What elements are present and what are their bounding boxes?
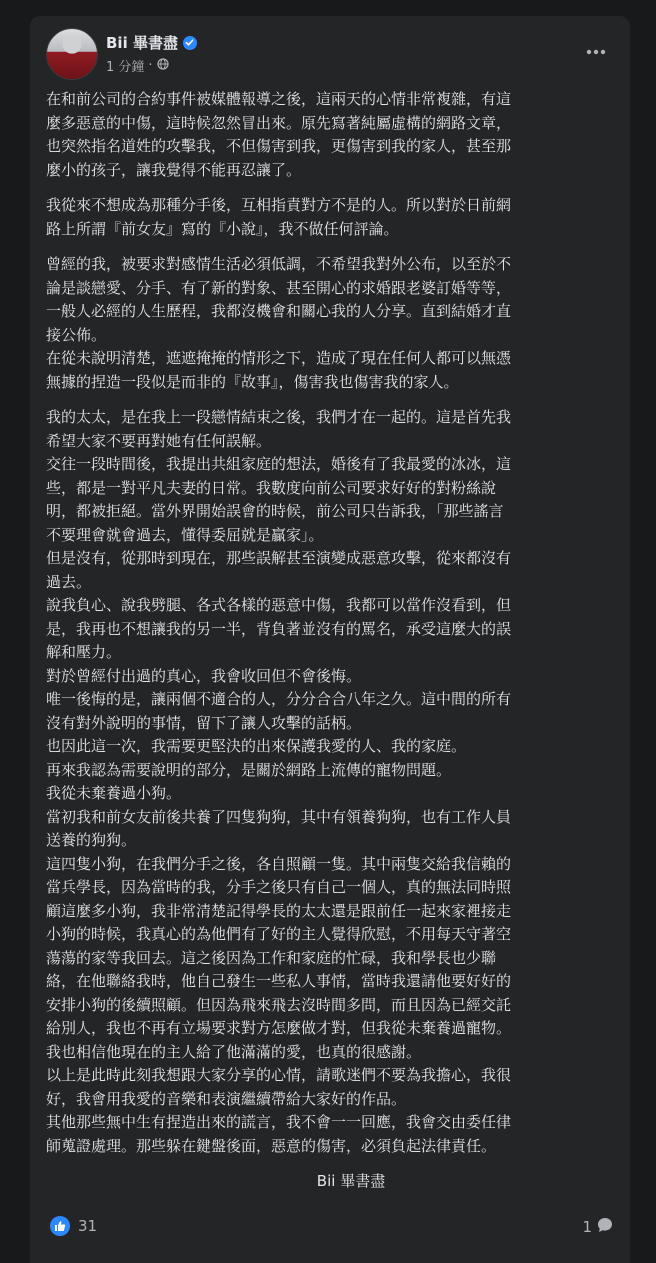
post-text-line: 過去。 (46, 572, 92, 591)
post-text-line: 無據的捏造一段似是而非的『故事』，傷害我也傷害我的家人。 (46, 372, 459, 391)
post-paragraph (46, 253, 616, 394)
post-text-line: 以上是此時此刻我想跟大家分享的心情，請歌迷們不要為我擔心，我很 (46, 1066, 512, 1084)
post-text-line: 路上所謂『前女友』寫的『小說』，我不做任何評論。 (46, 219, 399, 238)
post-text-line: 我從來不想成為那種分手後，互相指責對方不是的人。所以對於日前網 (46, 196, 512, 214)
post-text-line: 我從未棄養過小狗。 (46, 784, 182, 802)
author-name[interactable]: Bii 畢書盡 (106, 34, 178, 52)
post-text-line: 蕩蕩的家等我回去。這之後因為工作和家庭的忙碌，我和學長也少聯 (46, 948, 497, 967)
globe-icon[interactable] (157, 58, 169, 74)
post-text-line: 其他那些無中生有捏造出來的謊言，我不會一一回應，我會交由委任律 (46, 1113, 512, 1131)
post-text-line: 在和前公司的合約事件被媒體報導之後，這兩天的心情非常複雜，有這 (46, 90, 512, 108)
post-text-line: 再來我認為需要說明的部分，是關於網路上流傳的寵物問題。 (46, 760, 452, 779)
post-text-line: 麼多惡意的中傷，這時候忽然冒出來。原先寫著純屬虛構的網路文章， (46, 113, 512, 132)
comment-count-link[interactable] (582, 1216, 614, 1238)
post-text-line: 論是談戀愛、分手、有了新的對象、甚至開心的求婚跟老婆訂婚等等， (46, 278, 512, 297)
post-text-line: 交往一段時間後，我提出共組家庭的想法，婚後有了我最愛的冰冰，這 (46, 455, 512, 473)
post-text-line: 也突然指名道姓的攻擊我，不但傷害到我，更傷害到我的家人，甚至那 (46, 137, 512, 155)
post-text-line: 當兵學長，因為當時的我，分手之後只有自己一個人，真的無法同時照 (46, 878, 512, 896)
post-text-line: 我也相信他現在的主人給了他滿滿的愛，也真的很感謝。 (46, 1042, 422, 1061)
post-text-line: 在從未說明清楚，遮遮掩掩的情形之下，造成了現在任何人都可以無憑 (46, 349, 512, 367)
post-text-line: 明，都被拒絕。當外界開始誤會的時候，前公司只告訴我，「那些謠言 (46, 502, 504, 520)
post-text-line: 小狗的時候，我真心的為他們有了好的主人覺得欣慰，不用每天守著空 (46, 925, 512, 943)
post-card (30, 16, 630, 1263)
post-text-line: 這四隻小狗，在我們分手之後，各自照顧一隻。其中兩隻交給我信賴的 (46, 854, 512, 873)
post-timestamp[interactable]: 1 分鐘 (106, 60, 145, 75)
post-text-line: 是，我再也不想讓我的另一半，背負著並沒有的罵名，承受這麼大的誤 (46, 619, 512, 638)
more-options-button[interactable] (578, 34, 614, 70)
post-text-line: 送養的狗狗。 (46, 831, 137, 849)
reactions-bar (46, 1206, 614, 1246)
post-text-line: 對於曾經付出過的真心，我會收回但不會後悔。 (46, 666, 362, 685)
post-text-line: 絡，在他聯絡我時，他自己發生一些私人事情，當時我還請他要好好的 (46, 972, 512, 990)
post-paragraph (46, 406, 616, 1158)
post-text-line: 安排小狗的後續照顧。但因為飛來飛去沒時間多問，而且因為已經交託 (46, 995, 512, 1014)
post-meta (106, 56, 169, 75)
post-text-line: 說我負心、說我劈腿、各式各樣的惡意中傷，我都可以當作沒看到，但 (46, 596, 512, 614)
post-body (46, 88, 616, 1194)
post-text-line: 接公佈。 (46, 325, 107, 344)
verified-badge-icon (183, 36, 197, 50)
more-options-icon (586, 49, 606, 55)
post-text-line: 好，我會用我愛的音樂和表演繼續帶給大家好的作品。 (46, 1089, 407, 1108)
post-signature: Bii 畢書盡 (316, 1172, 386, 1190)
meta-separator: · (148, 58, 153, 73)
post-text-line: 不要理會就會過去，懂得委屈就是贏家」。 (46, 525, 324, 544)
comment-bubble-icon (596, 1216, 614, 1238)
post-header (46, 28, 614, 80)
author-name-row (106, 32, 197, 53)
post-paragraph (46, 194, 616, 241)
post-text-line: 沒有對外說明的事情，留下了讓人攻擊的話柄。 (46, 713, 362, 732)
post-text-line: 希望大家不要再對她有任何誤解。 (46, 431, 272, 450)
post-text-line: 給別人，我也不再有立場要求對方怎麼做才對，但我從未棄養過寵物。 (46, 1019, 512, 1037)
post-text-line: 師蒐證處理。那些躲在鍵盤後面，惡意的傷害，必須負起法律責任。 (46, 1136, 497, 1155)
post-text-line: 顧這麼多小狗，我非常清楚記得學長的太太還是跟前任一起來家裡接走 (46, 901, 512, 920)
post-text-line: 也因此這一次，我需要更堅決的出來保護我愛的人、我的家庭。 (46, 737, 467, 755)
like-thumb-icon[interactable] (50, 1216, 70, 1236)
author-avatar[interactable] (46, 28, 98, 80)
post-text-line: 解和壓力。 (46, 643, 122, 661)
post-text-line: 唯一後悔的是，讓兩個不適合的人，分分合合八年之久。這中間的所有 (46, 690, 512, 708)
like-count[interactable]: 31 (78, 1217, 98, 1235)
post-text-line: 一般人必經的人生歷程，我都沒機會和關心我的人分享。直到結婚才直 (46, 302, 512, 320)
post-text-line: 當初我和前女友前後共養了四隻狗狗，其中有領養狗狗，也有工作人員 (46, 807, 512, 826)
post-text-line: 我的太太，是在我上一段戀情結束之後，我們才在一起的。這是首先我 (46, 408, 512, 426)
comment-count: 1 (582, 1218, 592, 1236)
post-text-line: 但是沒有，從那時到現在，那些誤解甚至演變成惡意攻擊，從來都沒有 (46, 549, 512, 567)
post-text-line: 些，都是一對平凡夫妻的日常。我數度向前公司要求好好的對粉絲說 (46, 478, 497, 497)
post-text-line: 曾經的我，被要求對感情生活必須低調，不希望我對外公布，以至於不 (46, 255, 512, 273)
post-text-line: 麼小的孩子，讓我覺得不能再忍讓了。 (46, 160, 302, 179)
post-paragraph (46, 88, 616, 182)
